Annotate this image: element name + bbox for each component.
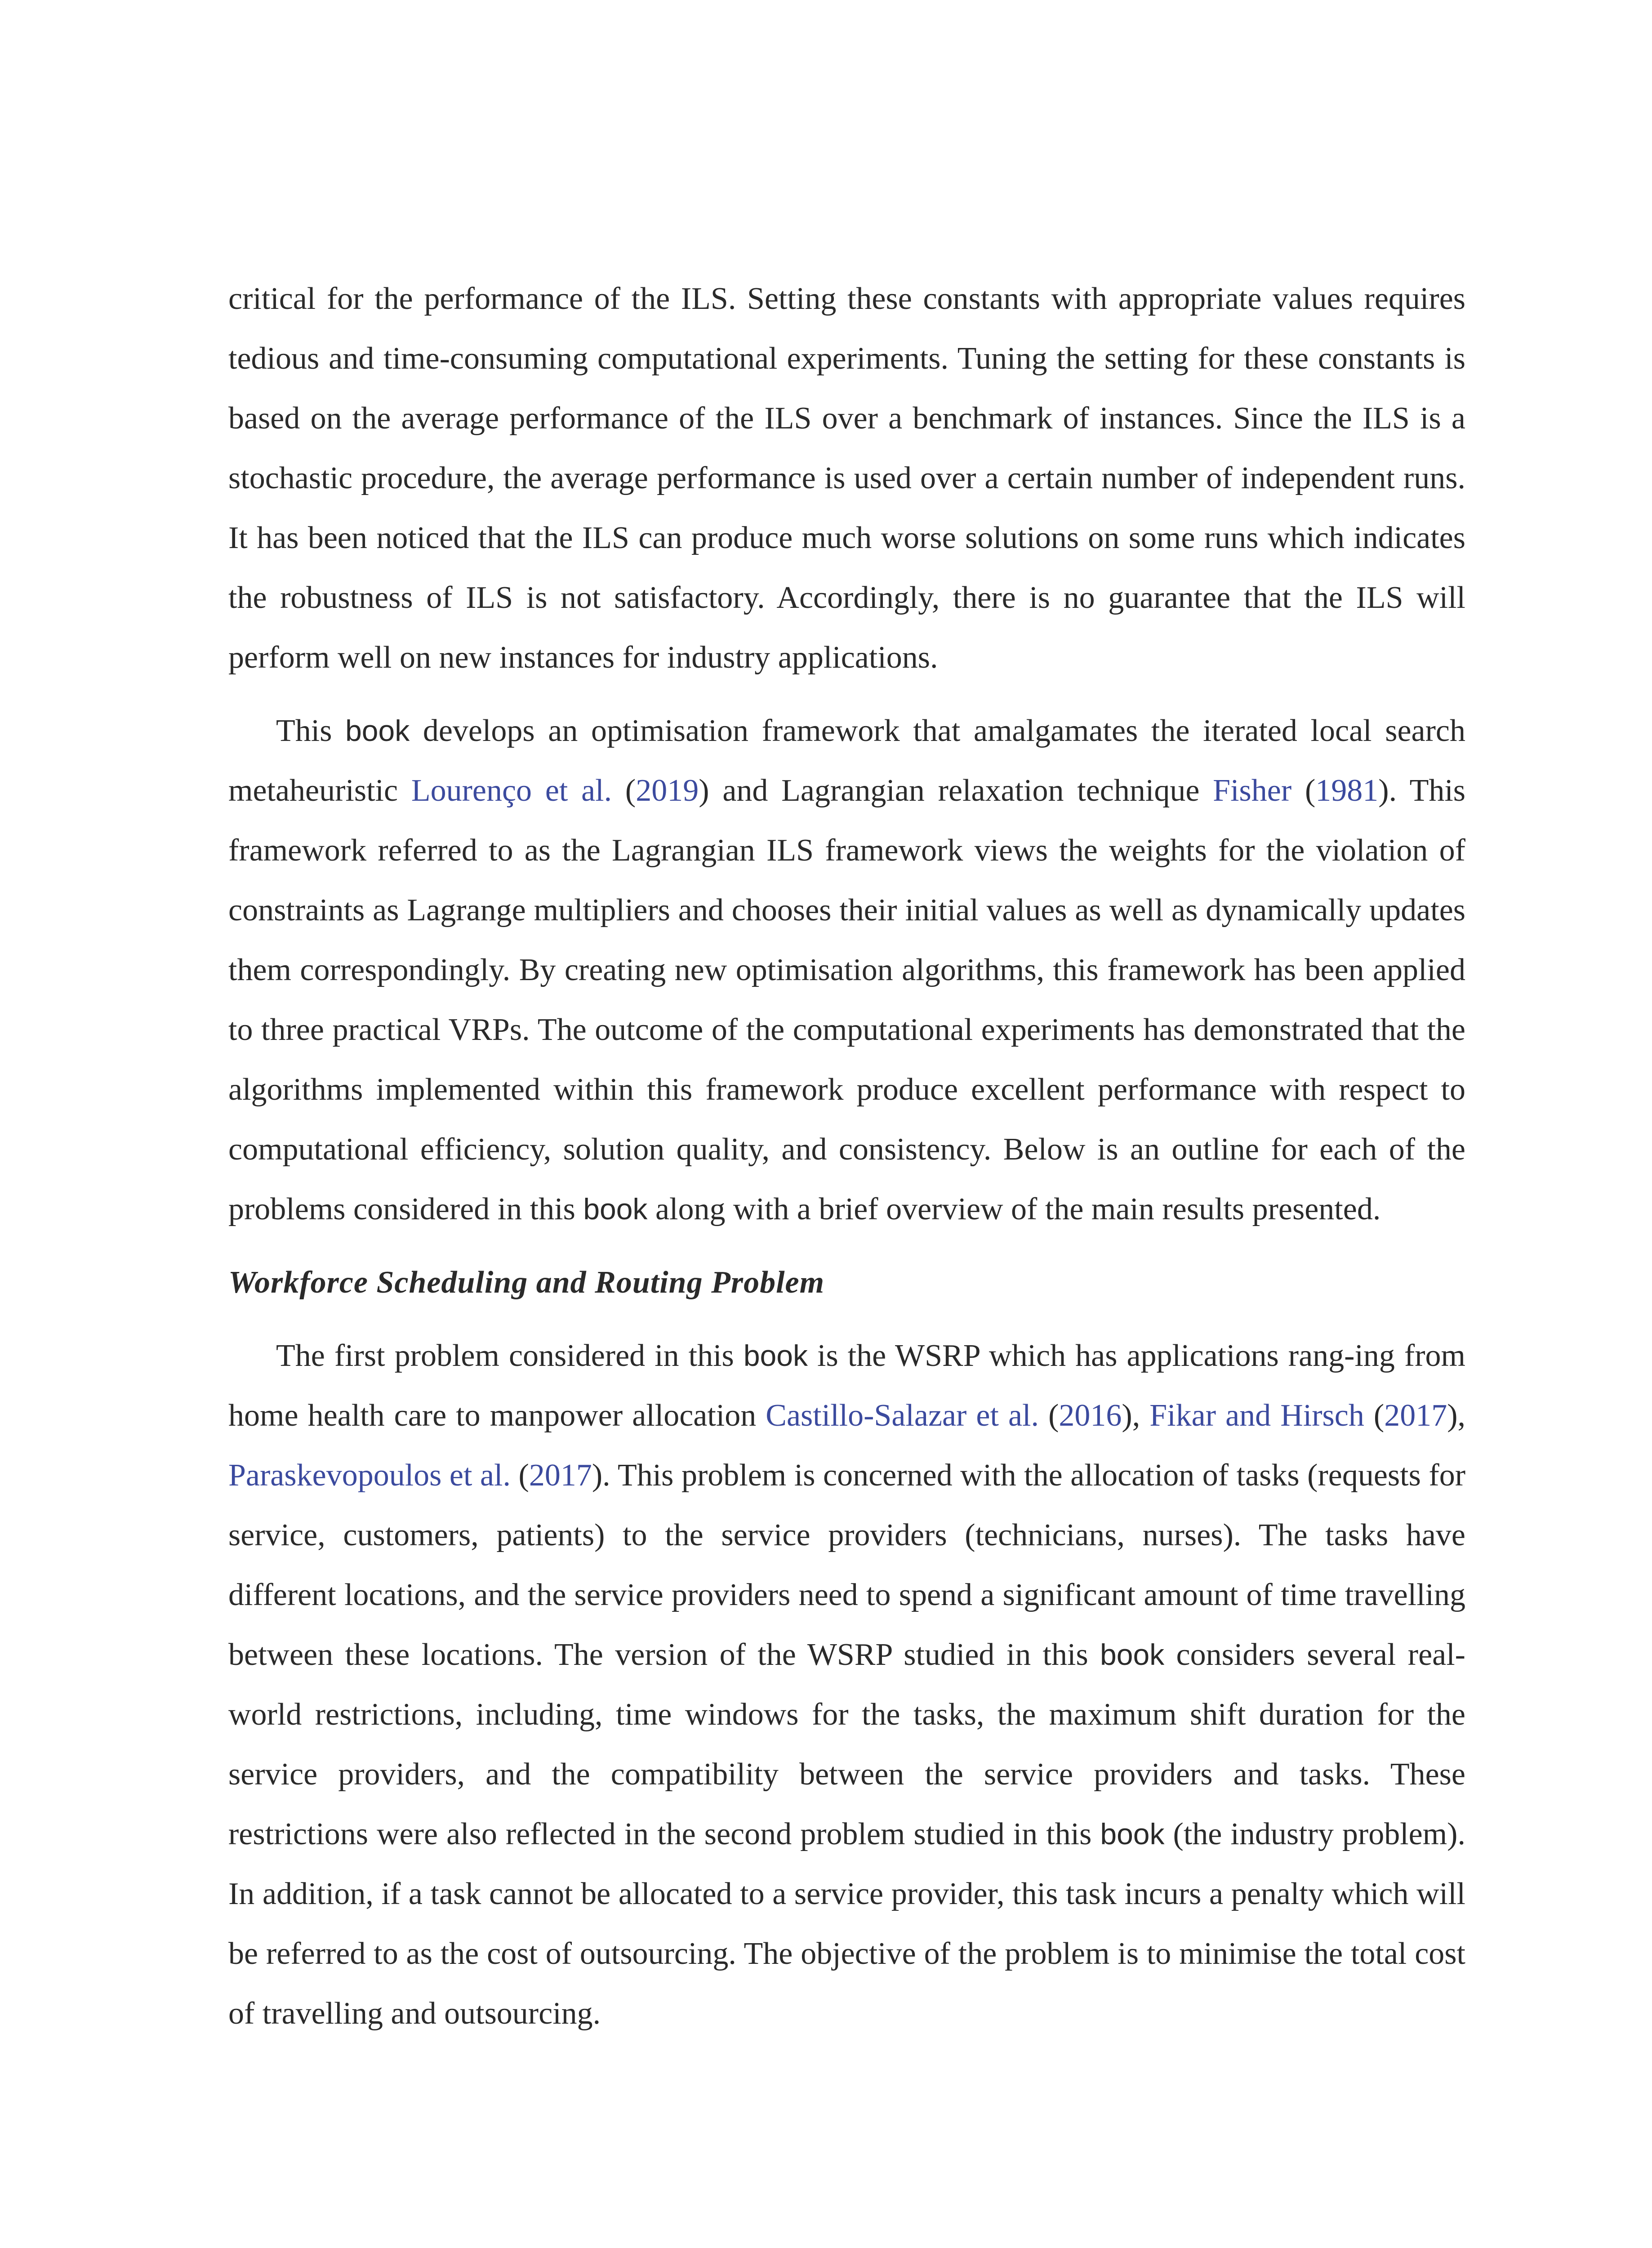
text-run: ), xyxy=(1447,1398,1466,1433)
citation-link-castillo-salazar[interactable]: Castillo-Salazar et al. xyxy=(766,1398,1039,1433)
book-word: book xyxy=(1100,1638,1165,1671)
text-run: is the WSRP which has applications rang-ing from home health care to manpower allocation xyxy=(228,1338,1465,1433)
book-word: book xyxy=(583,1192,648,1226)
citation-year-link-fisher[interactable]: 1981 xyxy=(1315,773,1379,808)
text-run: (the industry problem). In addition, if a task cannot be allocated to a service provider, this task incurs a penalty which will be referred to as the cost of outsourcing. The objective of the problem is to minimise the total cost of travelling and outsourcing. xyxy=(228,1817,1465,2031)
text-run: considers several real-world restrictions, including, time windows for the tasks, the maximum shift duration for the service providers, and the compatibility between the service providers and tasks. These restrictions were also reflected in the second problem studied in this xyxy=(228,1637,1465,1851)
text-run: The first problem considered in this xyxy=(276,1338,744,1373)
text-run: ). This problem is concerned with the allocation of tasks (requests for service, customers, patients) to the service providers (technicians, nurses). The tasks have different locations, and the service providers need to spend a significant amount of time travelling between these locations. The version of the WSRP studied in this xyxy=(228,1458,1466,1672)
citation-link-fisher[interactable]: Fisher xyxy=(1213,773,1292,808)
text-run: develops an optimisation framework that amalgamates the iterated local search metaheuristic xyxy=(228,714,1465,808)
citation-year-link-paraskevopoulos[interactable]: 2017 xyxy=(529,1458,592,1493)
paragraph-ils-tuning xyxy=(228,269,1465,687)
citation-year-link-fikar-hirsch[interactable]: 2017 xyxy=(1384,1398,1447,1433)
citation-link-paraskevopoulos[interactable]: Paraskevopoulos et al. xyxy=(228,1458,511,1493)
citation-year-link-castillo-salazar[interactable]: 2016 xyxy=(1059,1398,1122,1433)
citation-link-lourenco[interactable]: Lourenço et al. xyxy=(411,773,612,808)
book-word: book xyxy=(1100,1817,1165,1851)
paragraph-text: critical for the performance of the ILS. Setting these constants with appropriate values requires tedious and time-consuming computational experiments. Tuning the setting for these constants is based on the average performance of the ILS over a benchmark of instances. Since the ILS is a stochastic procedure, the average performance is used over a certain number of independent runs. It has been noticed that the ILS can produce much worse solutions on some runs which indicates the robustness of ILS is not satisfactory. Accordingly, there is no guarantee that the ILS will perform well on new instances for industry applications. xyxy=(228,281,1465,675)
text-run: This xyxy=(276,714,346,748)
text-run: ( xyxy=(1364,1398,1385,1433)
citation-year-link-lourenco[interactable]: 2019 xyxy=(636,773,699,808)
section-heading-wsrp: Workforce Scheduling and Routing Problem xyxy=(228,1265,825,1300)
citation-link-fikar-hirsch[interactable]: Fikar and Hirsch xyxy=(1149,1398,1364,1433)
body-text xyxy=(228,269,1465,2043)
text-run: ( xyxy=(1291,773,1316,808)
book-word: book xyxy=(743,1339,808,1372)
text-run: ( xyxy=(511,1458,529,1493)
text-run: ) and Lagrangian relaxation technique xyxy=(699,773,1213,808)
text-run: ), xyxy=(1122,1398,1150,1433)
paragraph-wsrp xyxy=(228,1326,1465,2043)
book-word: book xyxy=(345,714,410,747)
text-run: ). This framework referred to as the Lagrangian ILS framework views the weights for the violation of constraints as Lagrange multipliers and chooses their initial values as well as dynamically updates them correspondingly. By creating new optimisation algorithms, this framework has been applied to three practical VRPs. The outcome of the computational experiments has demonstrated that the algorithms implemented within this framework produce excellent performance with respect to computational efficiency, solution quality, and consistency. Below is an outline for each of the problems considered in this xyxy=(228,773,1466,1227)
text-run: ( xyxy=(1039,1398,1059,1433)
text-run: ( xyxy=(612,773,636,808)
paragraph-framework xyxy=(228,701,1465,1239)
text-run: along with a brief overview of the main results presented. xyxy=(647,1192,1381,1227)
